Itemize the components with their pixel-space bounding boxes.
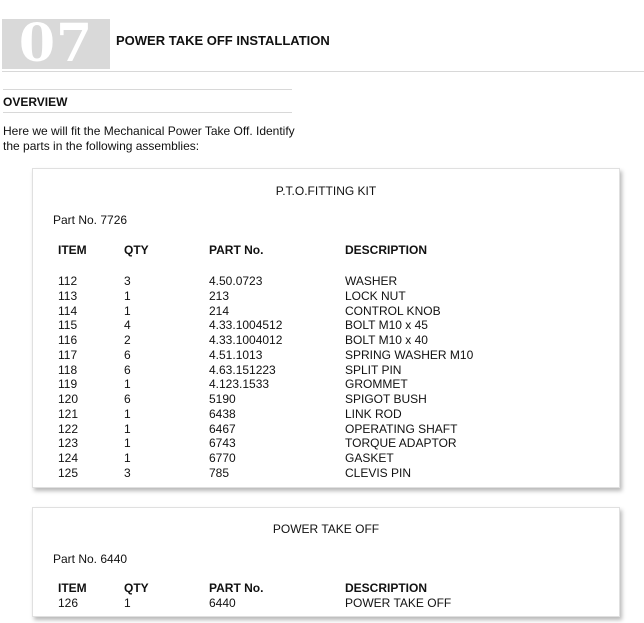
table-row xyxy=(33,333,619,348)
cell-qty: 6 xyxy=(124,347,131,362)
cell-description: SPLIT PIN xyxy=(345,362,402,377)
cell-part-no: 6770 xyxy=(209,451,236,465)
cell-part-no: 6438 xyxy=(209,406,236,421)
cell-item: 124 xyxy=(58,451,79,465)
cell-item: 116 xyxy=(58,333,78,347)
column-header-description: DESCRIPTION xyxy=(345,581,428,595)
cell-qty: 1 xyxy=(124,436,131,451)
cell-qty: 1 xyxy=(124,421,131,436)
column-header-part-no: PART No. xyxy=(209,581,264,595)
cell-description: SPRING WASHER M10 xyxy=(345,347,474,362)
cell-item: 121 xyxy=(58,406,79,421)
cell-item: 118 xyxy=(58,362,78,377)
cell-description: BOLT M10 x 45 xyxy=(345,318,428,333)
cell-part-no: 4.123.1533 xyxy=(209,377,270,392)
cell-item: 122 xyxy=(58,421,79,436)
cell-part-no: 4.63.151223 xyxy=(209,362,276,377)
cell-qty: 1 xyxy=(124,303,131,318)
table-row xyxy=(33,377,619,392)
cell-qty: 2 xyxy=(124,333,131,347)
cell-description: GROMMET xyxy=(345,377,408,392)
cell-description: WASHER xyxy=(345,274,398,288)
cell-qty: 6 xyxy=(124,392,131,406)
cell-qty: 1 xyxy=(124,451,131,465)
column-header-item: ITEM xyxy=(58,243,87,257)
cell-description: TORQUE ADAPTOR xyxy=(345,436,457,451)
assembly-part-number: Part No. 7726 xyxy=(53,213,128,227)
cell-part-no: 4.33.1004012 xyxy=(209,333,283,347)
table-row xyxy=(33,422,619,437)
cell-part-no: 214 xyxy=(209,303,230,318)
assembly-panel-power-take-off xyxy=(32,507,620,617)
cell-item: 125 xyxy=(58,465,79,480)
assembly-panel-pto-fitting-kit xyxy=(32,168,620,488)
cell-item: 123 xyxy=(58,436,79,451)
table-row xyxy=(33,407,619,422)
table-row xyxy=(33,596,619,611)
column-header-qty: QTY xyxy=(124,243,149,257)
cell-item: 114 xyxy=(58,303,78,318)
table-row xyxy=(33,363,619,378)
table-row xyxy=(33,451,619,466)
cell-description: POWER TAKE OFF xyxy=(345,596,452,610)
column-header-qty: QTY xyxy=(124,581,149,595)
cell-qty: 1 xyxy=(124,596,131,610)
cell-description: SPIGOT BUSH xyxy=(345,392,427,406)
cell-qty: 4 xyxy=(124,318,131,333)
cell-description: GASKET xyxy=(345,451,394,465)
cell-part-no: 6440 xyxy=(209,596,236,610)
table-row xyxy=(33,348,619,363)
assembly-part-number: Part No. 6440 xyxy=(53,552,128,566)
cell-item: 119 xyxy=(58,377,78,392)
cell-description: BOLT M10 x 40 xyxy=(345,333,428,347)
table-row xyxy=(33,304,619,319)
overview-heading-text: OVERVIEW xyxy=(3,95,68,109)
cell-item: 120 xyxy=(58,392,79,406)
cell-part-no: 6467 xyxy=(209,421,236,436)
column-header-description: DESCRIPTION xyxy=(345,243,428,257)
cell-part-no: 6743 xyxy=(209,436,236,451)
table-row xyxy=(33,392,619,407)
cell-item: 115 xyxy=(58,318,78,333)
table-row xyxy=(33,274,619,289)
cell-qty: 6 xyxy=(124,362,131,377)
cell-part-no: 4.33.1004512 xyxy=(209,318,283,333)
intro-line: the parts in the following assemblies: xyxy=(3,139,200,153)
table-row xyxy=(33,436,619,451)
cell-description: OPERATING SHAFT xyxy=(345,421,458,436)
cell-description: CONTROL KNOB xyxy=(345,303,441,318)
cell-part-no: 785 xyxy=(209,465,230,480)
cell-item: 126 xyxy=(58,596,79,610)
overview-heading xyxy=(3,89,292,113)
cell-description: CLEVIS PIN xyxy=(345,465,412,480)
cell-item: 113 xyxy=(58,288,78,303)
cell-part-no: 4.50.0723 xyxy=(209,274,263,288)
cell-part-no: 4.51.1013 xyxy=(209,347,263,362)
cell-qty: 3 xyxy=(124,274,131,288)
chapter-header xyxy=(2,13,644,74)
intro-line: Here we will fit the Mechanical Power Take Off. Identify xyxy=(3,124,295,138)
table-row xyxy=(33,289,619,304)
cell-qty: 1 xyxy=(124,288,131,303)
cell-part-no: 5190 xyxy=(209,392,236,406)
cell-qty: 3 xyxy=(124,465,131,480)
cell-qty: 1 xyxy=(124,406,131,421)
assembly-title: P.T.O.FITTING KIT xyxy=(275,184,377,198)
cell-item: 117 xyxy=(58,347,78,362)
cell-description: LOCK NUT xyxy=(345,288,406,303)
chapter-title: POWER TAKE OFF INSTALLATION xyxy=(116,33,330,48)
chapter-number: 07 xyxy=(2,19,110,69)
assembly-title: POWER TAKE OFF xyxy=(272,522,380,536)
table-row xyxy=(33,318,619,333)
cell-description: LINK ROD xyxy=(345,406,402,421)
overview-intro xyxy=(3,124,323,154)
column-header-item: ITEM xyxy=(58,581,87,595)
table-row xyxy=(33,466,619,481)
cell-item: 112 xyxy=(58,274,78,288)
cell-part-no: 213 xyxy=(209,288,230,303)
cell-qty: 1 xyxy=(124,377,131,392)
column-header-part-no: PART No. xyxy=(209,243,264,257)
